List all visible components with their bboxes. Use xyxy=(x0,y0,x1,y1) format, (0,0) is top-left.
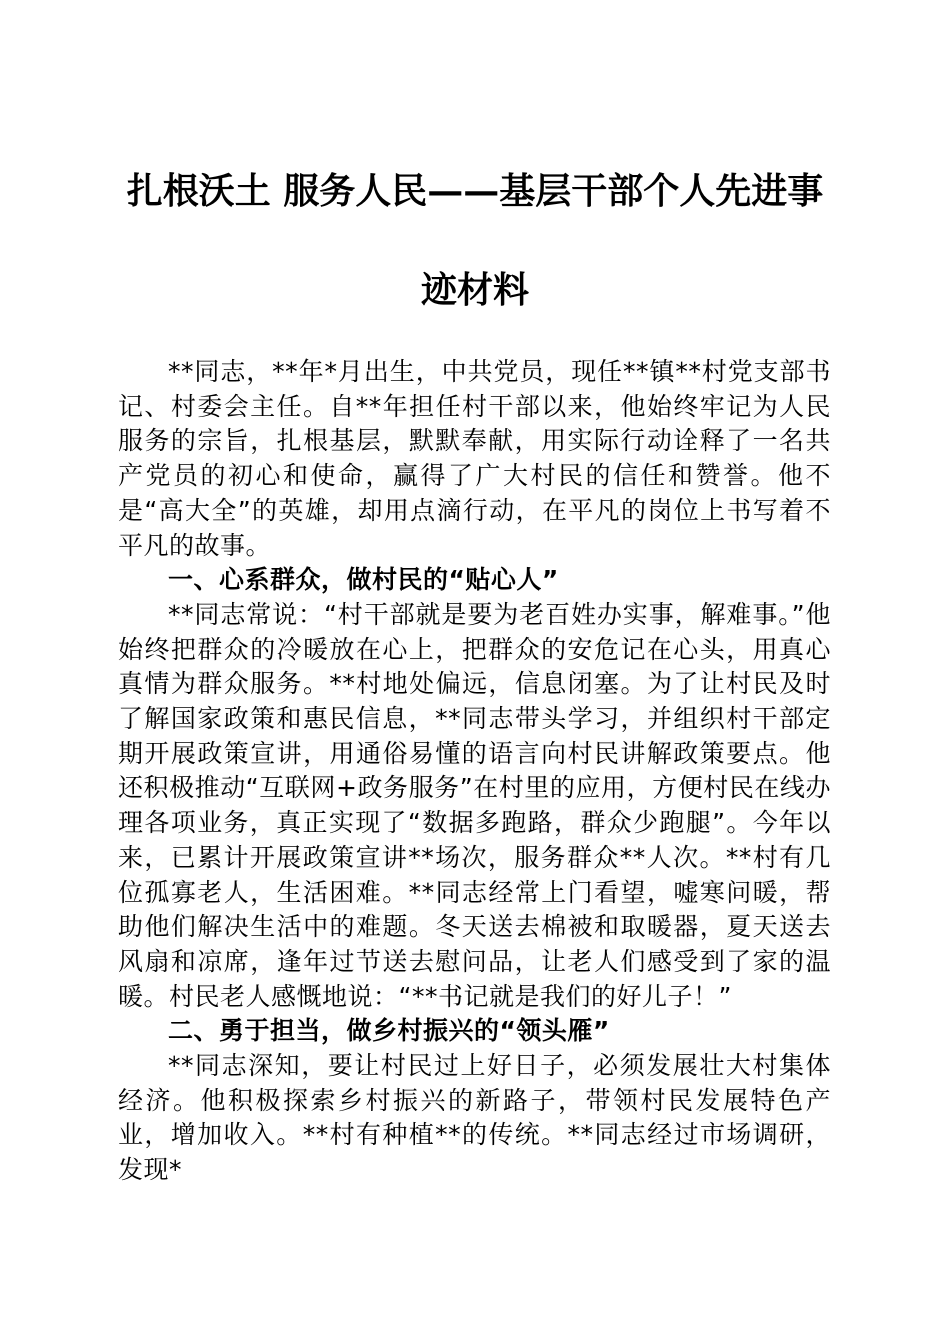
document-body xyxy=(118,355,831,1188)
section-1-heading: 一、心系群众，做村民的“贴心人” xyxy=(168,565,559,595)
document-title-line-1: 扎根沃土 服务人民——基层干部个人先进事 xyxy=(126,170,824,212)
section-2-heading: 二、勇于担当，做乡村振兴的“领头雁” xyxy=(168,1016,610,1046)
intro-paragraph: **同志，**年*月出生，中共党员，现任**镇**村党支部书记、村委会主任。自**年担任村干部以来，他始终牢记为人民服务的宗旨，扎根基层，默默奉献，用实际行动诠释了一名共产党员的初心和使命，赢得了广大村民的信任和赞誉。他不是“高大全”的英雄，却用点滴行动，在平凡的岗位上书写着不平凡的故事。 xyxy=(118,357,831,560)
document-title-line-2: 迹材料 xyxy=(420,269,529,311)
section-1-paragraph: **同志常说：“村干部就是要为老百姓办实事，解难事。”他始终把群众的冷暖放在心上，把群众的安危记在心头，用真心真情为群众服务。**村地处偏远，信息闭塞。为了让村民及时了解国家政策和惠民信息，**同志带头学习，并组织村干部定期开展政策宣讲，用通俗易懂的语言向村民讲解政策要点。他还积极推动“互联网+政务服务”在村里的应用，方便村民在线办理各项业务，真正实现了“数据多跑路，群众少跑腿”。今年以来，已累计开展政策宣讲**场次，服务群众**人次。**村有几位孤寡老人，生活困难。**同志经常上门看望，嘘寒问暖，帮助他们解决生活中的难题。冬天送去棉被和取暖器，夏天送去风扇和凉席，逢年过节送去慰问品，让老人们感受到了家的温暖。村民老人感慨地说：“**书记就是我们的好儿子！” xyxy=(118,599,831,1011)
section-2-paragraph: **同志深知，要让村民过上好日子，必须发展壮大村集体经济。他积极探索乡村振兴的新路子，带领村民发展特色产业，增加收入。**村有种植**的传统。**同志经过市场调研，发现* xyxy=(118,1051,831,1185)
